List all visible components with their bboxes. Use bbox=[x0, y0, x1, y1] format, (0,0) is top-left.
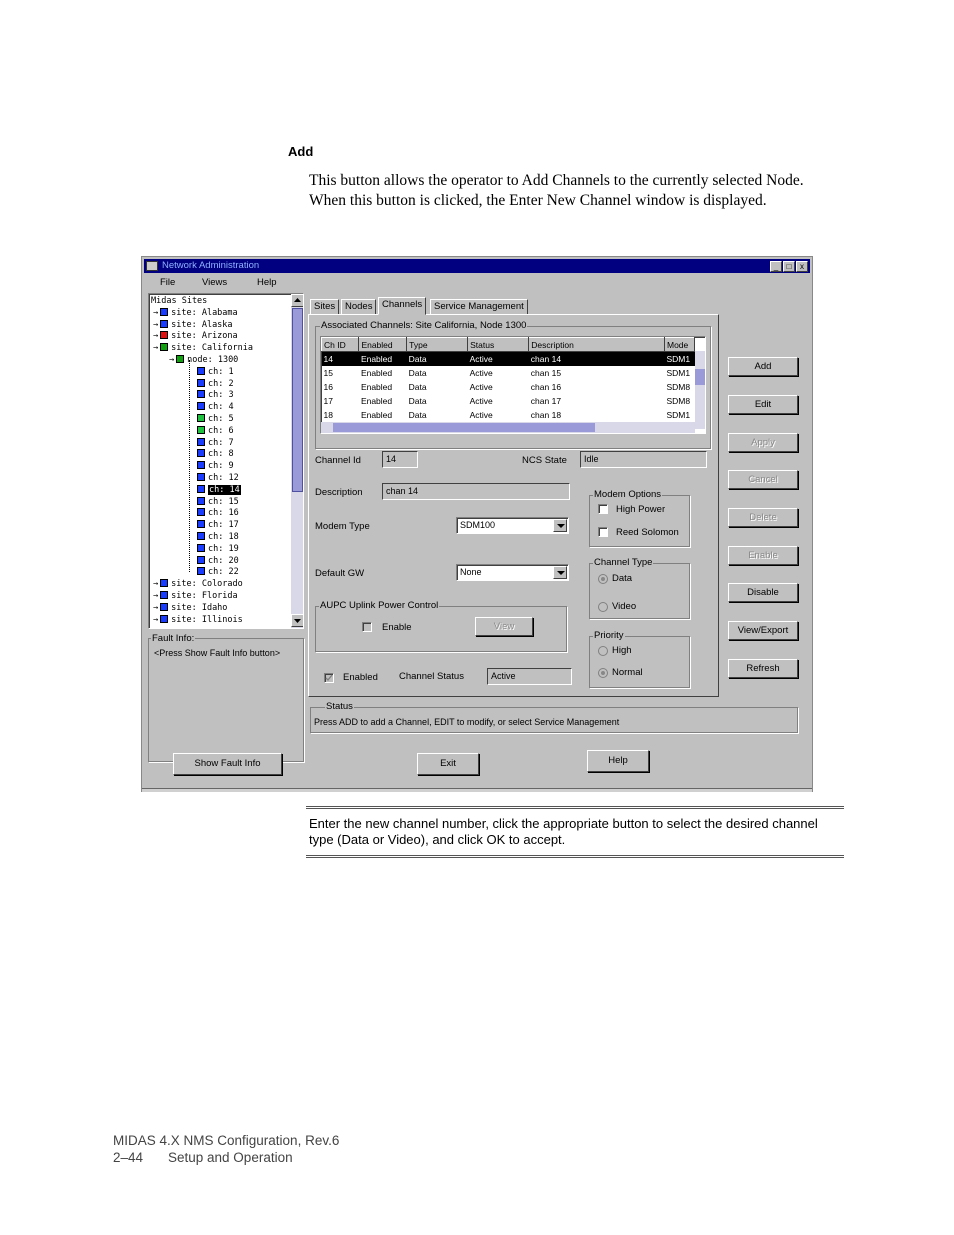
view-export-button[interactable]: View/Export bbox=[728, 621, 798, 640]
priority-legend: Priority bbox=[594, 630, 624, 641]
status-text: Press ADD to add a Channel, EDIT to modify, or select Service Management bbox=[314, 717, 620, 727]
type-data-label: Data bbox=[612, 573, 633, 584]
enabled-label: Enabled bbox=[343, 672, 378, 683]
expand-arrow-icon[interactable]: → bbox=[153, 591, 159, 601]
tab-sites[interactable]: Sites bbox=[310, 299, 339, 315]
tree-label: ch: 3 bbox=[208, 390, 234, 401]
channel-icon bbox=[197, 556, 205, 564]
channel-icon bbox=[197, 379, 205, 387]
tree-label: ch: 5 bbox=[208, 414, 234, 424]
channel-status-field[interactable]: Active bbox=[487, 668, 572, 685]
table-vscrollbar[interactable] bbox=[695, 351, 705, 429]
table-cell: Enabled bbox=[360, 395, 393, 406]
column-header[interactable]: Status bbox=[468, 338, 529, 352]
tree-site[interactable] bbox=[153, 614, 243, 626]
table-cell: SDM8 bbox=[666, 395, 691, 406]
table-cell: Data bbox=[408, 395, 427, 406]
table-cell: chan 14 bbox=[529, 352, 665, 366]
tree-label: ch: 8 bbox=[208, 449, 234, 460]
table-cell: Data bbox=[408, 367, 427, 378]
tree-channel[interactable] bbox=[197, 401, 234, 413]
enabled-checkbox[interactable] bbox=[324, 673, 334, 683]
tree-label: site: Illinois bbox=[171, 614, 243, 625]
status-group bbox=[310, 701, 798, 733]
ncs-state-field[interactable]: Idle bbox=[580, 451, 707, 468]
default-gw-select[interactable] bbox=[456, 564, 569, 581]
fault-info-legend: Fault Info: bbox=[152, 633, 195, 644]
table-cell: Enabled bbox=[360, 367, 393, 378]
table-cell: Enabled bbox=[360, 381, 393, 392]
tab-nodes[interactable]: Nodes bbox=[341, 299, 376, 315]
tree-label: site: Idaho bbox=[171, 602, 228, 613]
table-cell: Enabled bbox=[360, 409, 393, 420]
scroll-down-icon[interactable] bbox=[291, 614, 304, 627]
channel-id-field[interactable]: 14 bbox=[382, 451, 418, 468]
site-icon bbox=[160, 343, 168, 351]
channel-type-legend: Channel Type bbox=[594, 557, 653, 568]
channel-status-label: Channel Status bbox=[399, 671, 464, 682]
refresh-button[interactable]: Refresh bbox=[728, 659, 798, 678]
site-tree[interactable] bbox=[148, 293, 304, 629]
reed-solomon-checkbox[interactable] bbox=[598, 527, 608, 537]
add-button[interactable]: Add bbox=[728, 357, 798, 376]
tree-label: site: Arizona bbox=[171, 331, 238, 342]
channel-icon bbox=[197, 390, 205, 398]
channel-icon bbox=[197, 485, 205, 493]
channel-icon bbox=[197, 544, 205, 552]
priority-group bbox=[589, 630, 690, 688]
tree-label: ch: 22 bbox=[208, 567, 239, 578]
tree-channel[interactable] bbox=[197, 472, 239, 484]
site-icon bbox=[160, 320, 168, 328]
channel-icon bbox=[197, 473, 205, 481]
tree-label: ch: 7 bbox=[208, 437, 234, 448]
priority-normal-radio[interactable] bbox=[598, 668, 608, 678]
channel-icon bbox=[197, 532, 205, 540]
expand-arrow-icon[interactable]: → bbox=[153, 614, 159, 625]
modem-type-select[interactable] bbox=[456, 517, 569, 534]
expand-arrow-icon[interactable]: → bbox=[169, 355, 175, 365]
tree-channel[interactable] bbox=[197, 519, 239, 531]
tree-label: site: Alaska bbox=[171, 319, 233, 330]
title-bar bbox=[144, 259, 810, 273]
tab-channels[interactable]: Channels bbox=[378, 297, 426, 315]
type-video-radio[interactable] bbox=[598, 602, 608, 612]
tree-label: Midas Sites bbox=[151, 296, 208, 306]
tree-label: ch: 4 bbox=[208, 402, 234, 413]
channel-icon bbox=[197, 367, 205, 375]
table-cell: SDM1 bbox=[666, 367, 691, 378]
channel-icon bbox=[197, 520, 205, 528]
tree-channel[interactable] bbox=[197, 425, 234, 437]
fault-info-group bbox=[148, 633, 304, 762]
footer-page-number: 2–44 bbox=[113, 1150, 144, 1165]
table-cell: Active bbox=[469, 381, 493, 392]
column-header[interactable]: Description bbox=[529, 338, 665, 352]
tree-label: ch: 9 bbox=[208, 461, 234, 472]
channel-icon bbox=[197, 414, 205, 422]
footer-section: Setup and Operation bbox=[168, 1150, 293, 1165]
tree-label: ch: 16 bbox=[208, 508, 239, 519]
column-header[interactable]: Enabled bbox=[359, 338, 407, 352]
table-cell: Enabled bbox=[359, 352, 407, 366]
status-legend: Status bbox=[326, 701, 353, 712]
tree-root[interactable] bbox=[151, 295, 207, 307]
channel-icon bbox=[197, 402, 205, 410]
column-header[interactable]: Type bbox=[407, 338, 468, 352]
expand-arrow-icon[interactable]: → bbox=[153, 602, 159, 613]
tree-site[interactable] bbox=[153, 330, 238, 342]
site-icon bbox=[160, 579, 168, 587]
aupc-enable-checkbox[interactable] bbox=[362, 622, 372, 632]
apply-button[interactable]: Apply bbox=[728, 433, 798, 452]
taskbar-fragment bbox=[142, 788, 812, 792]
description-field[interactable]: chan 14 bbox=[382, 483, 570, 500]
table-hscroll-thumb[interactable] bbox=[333, 423, 595, 432]
expand-arrow-icon[interactable]: → bbox=[153, 331, 159, 342]
fault-info-text: <Press Show Fault Info button> bbox=[154, 648, 281, 658]
tree-label: site: Alabama bbox=[171, 307, 238, 318]
tree-label: ch: 17 bbox=[208, 520, 239, 531]
tree-site[interactable] bbox=[153, 342, 253, 354]
channel-icon bbox=[197, 508, 205, 516]
minimize-button[interactable]: _ bbox=[770, 261, 782, 272]
tree-channel[interactable] bbox=[197, 448, 234, 460]
table-cell: Data bbox=[407, 352, 468, 366]
default-gw-value: None bbox=[460, 567, 482, 577]
close-button[interactable]: x bbox=[796, 261, 808, 272]
channel-icon bbox=[197, 461, 205, 469]
tree-node[interactable] bbox=[169, 354, 238, 366]
tree-label: site: Florida bbox=[171, 591, 238, 601]
tree-site[interactable] bbox=[153, 602, 227, 614]
tree-channel[interactable] bbox=[197, 413, 234, 425]
disable-button[interactable]: Disable bbox=[728, 583, 798, 602]
modem-options-group bbox=[589, 489, 690, 547]
column-header[interactable]: Ch ID bbox=[322, 338, 359, 352]
edit-button[interactable]: Edit bbox=[728, 395, 798, 414]
channel-icon bbox=[197, 449, 205, 457]
aupc-view-button[interactable]: View bbox=[475, 617, 533, 636]
associated-channels-group bbox=[315, 320, 711, 449]
channel-id-label: Channel Id bbox=[315, 455, 361, 466]
tree-label: ch: 20 bbox=[208, 555, 239, 566]
table-row[interactable] bbox=[322, 394, 695, 408]
tree-label: ch: 14 bbox=[209, 484, 240, 495]
type-data-radio[interactable] bbox=[598, 574, 608, 584]
tree-site[interactable] bbox=[153, 578, 243, 590]
footer-doc-title: MIDAS 4.X NMS Configuration, Rev.6 bbox=[113, 1133, 340, 1148]
expand-arrow-icon[interactable]: → bbox=[153, 579, 159, 590]
tree-label: site: Colorado bbox=[171, 579, 243, 590]
help-button[interactable]: Help bbox=[587, 750, 649, 772]
menu-views[interactable]: Views bbox=[202, 277, 228, 288]
table-cell: 17 bbox=[323, 395, 333, 406]
table-cell: Data bbox=[408, 381, 427, 392]
menu-help[interactable]: Help bbox=[257, 277, 277, 288]
tree-label: ch: 18 bbox=[208, 532, 239, 542]
modem-type-label: Modem Type bbox=[315, 521, 370, 532]
table-cell: chan 15 bbox=[530, 367, 562, 378]
description-label: Description bbox=[315, 487, 363, 498]
menu-file[interactable]: File bbox=[160, 277, 176, 288]
scroll-up-icon[interactable] bbox=[291, 294, 304, 307]
tree-label: ch: 12 bbox=[208, 473, 239, 483]
column-header[interactable]: Mode bbox=[665, 338, 695, 352]
site-icon bbox=[160, 308, 168, 316]
tree-channel[interactable] bbox=[197, 389, 234, 401]
tree-label: ch: 19 bbox=[208, 543, 239, 554]
table-hscrollbar[interactable] bbox=[321, 422, 695, 433]
table-cell: 15 bbox=[323, 367, 333, 378]
table-cell: Active bbox=[468, 352, 529, 366]
network-administration-window bbox=[141, 256, 813, 792]
table-cell: Active bbox=[469, 367, 493, 378]
tree-channel[interactable] bbox=[197, 496, 239, 508]
tab-service-management[interactable]: Service Management bbox=[430, 299, 528, 315]
reed-solomon-label: Reed Solomon bbox=[616, 527, 679, 538]
tree-channel[interactable] bbox=[197, 555, 239, 567]
table-row[interactable] bbox=[322, 380, 695, 394]
expand-arrow-icon[interactable]: → bbox=[153, 307, 159, 318]
instruction-note-text: Enter the new channel number, click the appropriate button to select the desired channel type (Data or Video), and click OK to accept. bbox=[309, 816, 818, 847]
table-row[interactable] bbox=[322, 366, 695, 380]
table-cell: 14 bbox=[322, 352, 359, 366]
tree-site[interactable] bbox=[153, 319, 233, 331]
tree-site[interactable] bbox=[153, 590, 238, 602]
table-cell: Data bbox=[408, 409, 427, 420]
maximize-button[interactable]: □ bbox=[783, 261, 795, 272]
tree-channel[interactable] bbox=[197, 531, 239, 543]
dropdown-arrow-icon[interactable] bbox=[553, 566, 567, 579]
tree-label: ch: 15 bbox=[208, 496, 239, 507]
expand-arrow-icon[interactable]: → bbox=[153, 343, 159, 354]
associated-channels-legend: Associated Channels: Site California, Node 1300 bbox=[321, 320, 527, 331]
modem-type-value: SDM100 bbox=[460, 520, 496, 530]
tree-scroll-thumb[interactable] bbox=[292, 308, 303, 492]
site-icon bbox=[160, 591, 168, 599]
tree-channel[interactable] bbox=[197, 460, 234, 472]
channel-icon bbox=[197, 497, 205, 505]
table-cell: 16 bbox=[323, 381, 333, 392]
app-icon bbox=[146, 261, 158, 271]
modem-options-legend: Modem Options bbox=[594, 489, 662, 500]
aupc-enable-label: Enable bbox=[382, 622, 412, 633]
aupc-group bbox=[315, 600, 567, 652]
tree-channel[interactable] bbox=[197, 437, 234, 449]
delete-button[interactable]: Delete bbox=[728, 508, 798, 527]
tree-label: ch: 1 bbox=[208, 366, 234, 377]
tree-label: node: 1300 bbox=[187, 355, 239, 365]
window-title: Network Administration bbox=[162, 260, 260, 271]
default-gw-label: Default GW bbox=[315, 568, 365, 579]
tree-channel[interactable] bbox=[197, 543, 239, 555]
site-icon bbox=[160, 615, 168, 623]
tree-label: ch: 2 bbox=[208, 378, 234, 389]
tree-label: site: California bbox=[171, 343, 254, 354]
exit-button[interactable]: Exit bbox=[417, 753, 479, 775]
table-cell: Active bbox=[469, 395, 493, 406]
tree-scrollbar[interactable] bbox=[291, 294, 304, 628]
priority-high-radio[interactable] bbox=[598, 646, 608, 656]
channel-icon bbox=[197, 567, 205, 575]
aupc-legend: AUPC Uplink Power Control bbox=[320, 600, 439, 611]
table-row[interactable] bbox=[322, 408, 695, 422]
high-power-label: High Power bbox=[616, 504, 666, 515]
node-icon bbox=[176, 355, 184, 363]
tree-site[interactable] bbox=[153, 307, 238, 319]
channel-icon bbox=[197, 426, 205, 434]
show-fault-info-button[interactable]: Show Fault Info bbox=[173, 753, 282, 775]
dropdown-arrow-icon[interactable] bbox=[553, 519, 567, 532]
type-video-label: Video bbox=[612, 601, 637, 612]
table-cell: Active bbox=[469, 409, 493, 420]
table-cell: SDM8 bbox=[666, 381, 691, 392]
table-cell: SDM1 bbox=[666, 409, 691, 420]
expand-arrow-icon[interactable]: → bbox=[153, 319, 159, 330]
cancel-button[interactable]: Cancel bbox=[728, 470, 798, 489]
table-cell: chan 16 bbox=[530, 381, 562, 392]
priority-high-label: High bbox=[612, 645, 632, 656]
channels-table[interactable] bbox=[320, 336, 706, 434]
tree-connector bbox=[189, 360, 190, 572]
channel-icon bbox=[197, 438, 205, 446]
site-icon bbox=[160, 603, 168, 611]
enable-button[interactable]: Enable bbox=[728, 546, 798, 565]
priority-normal-label: Normal bbox=[612, 667, 643, 678]
ncs-state-label: NCS State bbox=[522, 455, 567, 466]
tree-channel[interactable] bbox=[197, 378, 234, 390]
tree-channel[interactable] bbox=[197, 507, 239, 519]
channel-type-group bbox=[589, 557, 690, 619]
instruction-note bbox=[306, 806, 844, 858]
channels-tab-panel bbox=[308, 314, 719, 697]
tree-channel[interactable] bbox=[197, 566, 239, 578]
tree-channel[interactable] bbox=[197, 484, 241, 496]
table-cell: SDM1 bbox=[665, 352, 695, 366]
tree-label: ch: 6 bbox=[208, 425, 234, 436]
table-vscroll-thumb[interactable] bbox=[695, 369, 705, 385]
high-power-checkbox[interactable] bbox=[598, 504, 608, 514]
description-paragraph: This button allows the operator to Add Channels to the currently selected Node. When this button is clicked, the Enter New Channel window is displayed. bbox=[309, 172, 804, 209]
table-row[interactable] bbox=[322, 352, 695, 366]
table-cell: chan 18 bbox=[530, 409, 562, 420]
table-cell: chan 17 bbox=[530, 395, 562, 406]
tree-channel[interactable] bbox=[197, 366, 234, 378]
site-icon bbox=[160, 331, 168, 339]
table-cell: 18 bbox=[323, 409, 333, 420]
section-heading: Add bbox=[288, 144, 314, 159]
